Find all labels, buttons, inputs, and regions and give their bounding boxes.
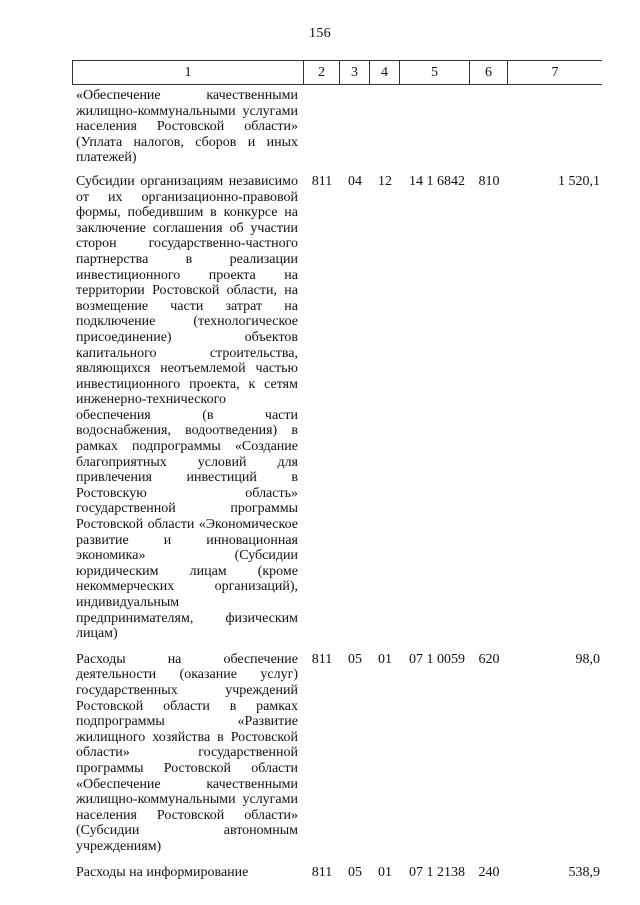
table-header [72,60,602,85]
table-row [72,174,602,642]
header-col-7: 7 [551,64,559,80]
table-body [72,88,602,890]
row-description: Расходы на обеспечение деятельности (оказание услуг) государственных учреждений Ростовской области в рамках подпрограммы «Развитие жилищного хозяйства в Ростовской области» государственной программы Ростовской области «Обеспечение качественными жилищно-коммунальными услугами населения Ростовской области» (Субсидии автономным учреждениям) [76,651,298,854]
table-row [72,88,602,166]
row-description: Субсидии организациям независимо от их организационно-правовой формы, победившим в конкурсе на заключение соглашения об участии сторон государственно-частного партнерства в реализации инвестиционного проекта на территории Ростовской области, на возмещение части затрат на подключение (технологическое присоединение) объектов капитального строительства, являющихся неотъемлемой частью инвестиционного проекта, к сетям инженерно-технического обеспечения (в части водоснабжения, водоотведения) в рамках подпрограммы «Создание благоприятных условий для привлечения инвестиций в Ростовскую область» государственной программы Ростовской области «Экономическое развитие и инновационная экономика» (Субсидии юридическим лицам (кроме некоммерческих организаций), индивидуальным предпринимателям, физическим лицам) [76,173,298,642]
page-number: 156 [309,26,331,41]
row-col-3: 05 [348,651,362,667]
row-col-7: 98,0 [575,651,600,667]
row-col-2: 811 [311,651,333,667]
header-col-6: 6 [470,61,508,84]
row-col-6: 810 [478,173,500,189]
header-col-4: 4 [370,61,400,84]
row-col-4: 12 [378,173,392,189]
row-col-5: 07 1 2138 [409,864,465,880]
header-col-1: 1 [72,61,304,84]
table-row [72,652,602,855]
header-col-2: 2 [304,61,340,84]
header-col-5: 5 [400,61,470,84]
row-col-6: 240 [478,864,500,880]
row-col-6: 620 [478,651,500,667]
header-col-3: 3 [340,61,370,84]
row-col-7: 538,9 [568,864,600,880]
row-description: Расходы на информирование [76,864,249,880]
row-col-5: 07 1 0059 [409,651,465,667]
row-col-3: 05 [348,864,362,880]
row-col-7: 1 520,1 [558,173,600,189]
table-row [72,865,602,881]
row-col-2: 811 [311,173,333,189]
row-col-3: 04 [348,173,362,189]
row-col-4: 01 [378,651,392,667]
row-col-4: 01 [378,864,392,880]
row-col-2: 811 [311,864,333,880]
row-description: «Обеспечение качественными жилищно-коммунальными услугами населения Ростовской области» (Уплата налогов, сборов и иных платежей) [76,88,298,166]
row-col-5: 14 1 6842 [409,173,465,189]
